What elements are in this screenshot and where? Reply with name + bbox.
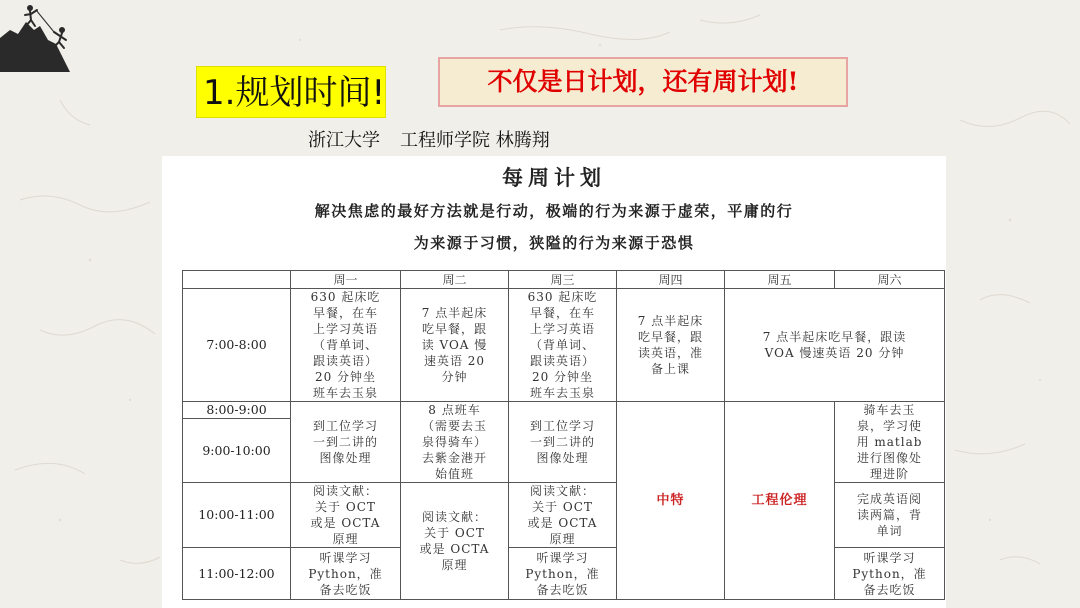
slide-subtitle: 不仅是日计划，还有周计划!	[438, 57, 848, 107]
weekly-schedule-table	[182, 270, 945, 600]
time-cell: 11:00-12:00	[183, 548, 291, 600]
schedule-cell	[617, 289, 725, 402]
table-row	[183, 402, 945, 419]
schedule-cell	[725, 289, 945, 402]
cell-text: 630 起床吃 早餐，在车 上学习英语 （背单词、 跟读英语） 20 分钟坐 班车去玉泉	[527, 290, 598, 400]
motto-line-1: 解决焦虑的最好方法就是行动，极端的行为来源于虚荣，平庸的行	[314, 202, 794, 220]
schedule-cell	[291, 548, 401, 600]
schedule-cell	[401, 483, 509, 600]
schedule-cell	[509, 289, 617, 402]
time-cell: 10:00-11:00	[183, 483, 291, 548]
cell-text: 到工位学习 一到二讲的 图像处理	[312, 419, 378, 465]
author-name: 工程师学院 林腾翔	[400, 130, 550, 151]
schedule-cell	[401, 402, 509, 483]
table-row	[183, 289, 945, 402]
schedule-cell	[835, 548, 945, 600]
cell-text: 骑车去玉 泉，学习使 用 matlab 进行图像处 理进阶	[856, 403, 923, 481]
header-cell-fri: 周五	[725, 271, 835, 289]
cell-text: 听课学习 Python，准 备去吃饭	[308, 550, 383, 597]
cell-text: 听课学习 Python，准 备去吃饭	[525, 550, 600, 597]
cell-text: 8 点班车 （需要去玉 泉得骑车） 去紫金港开 始值班	[421, 403, 487, 481]
cell-text: 630 起床吃 早餐，在车 上学习英语 （背单词、 跟读英语） 20 分钟坐 班车去玉泉	[310, 290, 381, 400]
time-cell: 7:00-8:00	[183, 289, 291, 402]
cell-text: 到工位学习 一到二讲的 图像处理	[529, 419, 595, 465]
schedule-cell	[291, 289, 401, 402]
header-cell-wed: 周三	[509, 271, 617, 289]
cell-text: 中特	[656, 492, 685, 508]
author-school: 浙江大学	[308, 130, 380, 151]
climbers-silhouette-icon	[0, 0, 80, 72]
schedule-cell	[291, 483, 401, 548]
cell-text: 阅读文献： 关于 OCT 或是 OCTA 原理	[310, 484, 381, 546]
header-cell-time	[183, 271, 291, 289]
plan-title: 每周计划	[502, 165, 606, 190]
schedule-cell	[725, 402, 835, 600]
header-cell-thu: 周四	[617, 271, 725, 289]
slide-title: 1.规划时间!	[196, 66, 386, 118]
author-line	[308, 126, 550, 152]
schedule-cell	[835, 402, 945, 483]
time-cell: 9:00-10:00	[183, 419, 291, 483]
motto-line-2: 为来源于习惯，狭隘的行为来源于恐惧	[413, 234, 695, 252]
cell-text: 阅读文献： 关于 OCT 或是 OCTA 原理	[527, 484, 598, 546]
weekly-plan-image	[162, 156, 946, 608]
header-cell-mon: 周一	[291, 271, 401, 289]
cell-text: 完成英语阅 读两篇，背 单词	[856, 492, 922, 538]
header-cell-tue: 周二	[401, 271, 509, 289]
schedule-cell	[401, 289, 509, 402]
cell-text: 7 点半起床 吃早餐，跟 读英语，准 备上课	[637, 314, 704, 376]
cell-text: 阅读文献： 关于 OCT 或是 OCTA 原理	[419, 510, 490, 572]
schedule-cell	[291, 402, 401, 483]
table-header-row	[183, 271, 945, 289]
schedule-cell	[509, 483, 617, 548]
schedule-cell	[835, 483, 945, 548]
schedule-cell	[509, 402, 617, 483]
cell-text: 听课学习 Python，准 备去吃饭	[852, 550, 927, 597]
time-cell: 8:00-9:00	[183, 402, 291, 419]
cell-text: 7 点半起床吃早餐，跟读 VOA 慢速英语 20 分钟	[762, 330, 907, 360]
cell-text: 工程伦理	[751, 492, 808, 508]
header-cell-sat: 周六	[835, 271, 945, 289]
cell-text: 7 点半起床 吃早餐，跟 读 VOA 慢 速英语 20 分钟	[421, 306, 488, 384]
schedule-cell	[617, 402, 725, 600]
schedule-cell	[509, 548, 617, 600]
